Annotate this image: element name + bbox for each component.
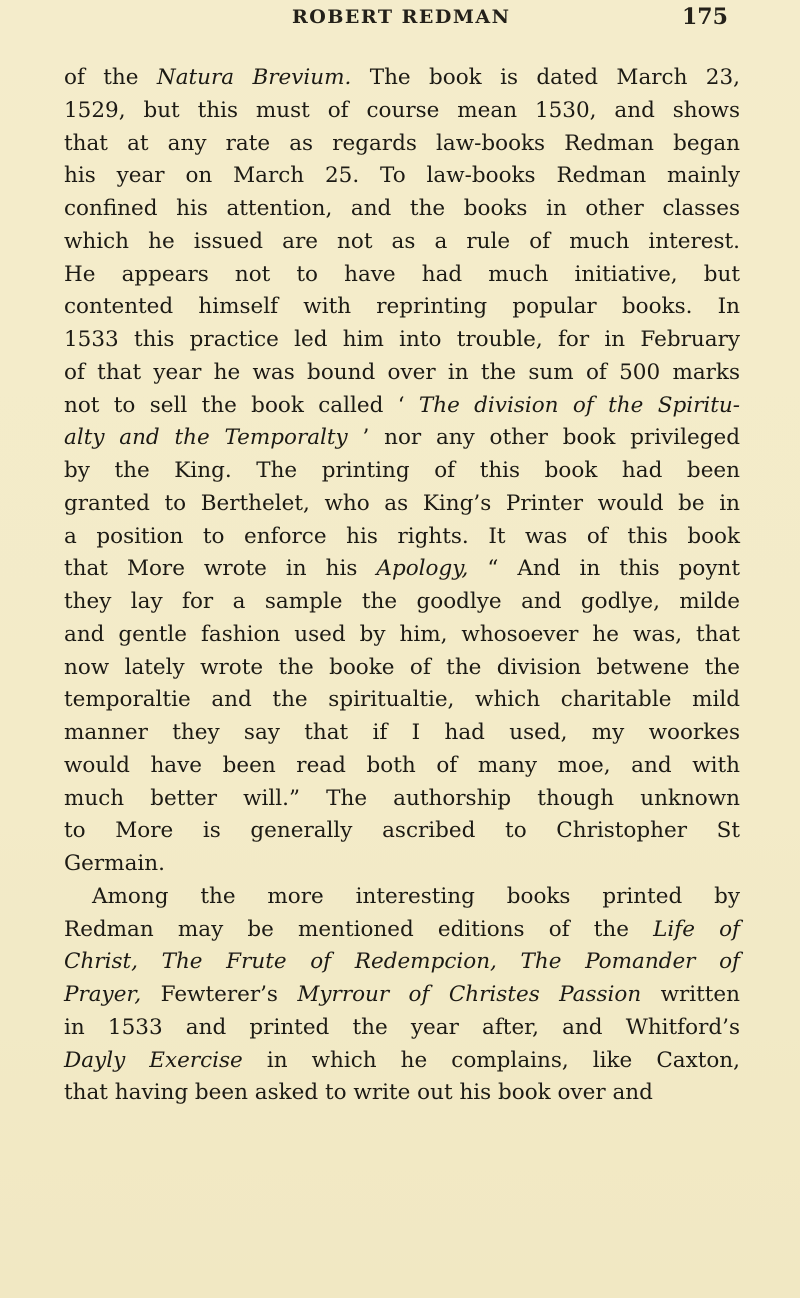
text-line (64, 128, 740, 161)
text-run: temporaltie and the spiritualtie, which charitable mild (64, 687, 740, 713)
text-line (64, 553, 740, 586)
text-run: “ And in this poynt (468, 556, 741, 582)
text-run: He appears not to have had much initiative, but (64, 261, 740, 287)
italic-title: Christ, The Frute of Redempcion, The Pomander of (64, 949, 740, 975)
text-run: not to sell the book called ‘ (64, 392, 419, 418)
text-line (64, 193, 740, 226)
text-run: much better will.” The authorship though unknown (64, 785, 740, 811)
text-run: a position to enforce his rights. It was of this book (64, 523, 740, 549)
text-run: manner they say that if I had used, my woorkes (64, 720, 740, 745)
italic-title: Apology, (376, 556, 469, 582)
text-line (64, 881, 740, 914)
text-line (64, 1077, 740, 1110)
text-run: they lay for a sample the goodlye and godlye, milde (64, 589, 740, 614)
text-line (64, 750, 740, 783)
text-run: Germain. (64, 851, 165, 876)
text-line (64, 357, 740, 390)
text-run: 1533 this practice led him into trouble, for in February (64, 327, 740, 352)
text-line (64, 619, 740, 652)
italic-title: Prayer, (64, 982, 142, 1007)
text-line (64, 521, 740, 554)
text-line (64, 1045, 740, 1078)
text-run: 1529, but this must of course mean 1530, and shows (64, 97, 740, 123)
italic-title: Myrrour of Christes Passion (297, 982, 642, 1007)
text-run: would have been read both of many moe, and with (64, 752, 740, 778)
text-run: Redman may be mentioned editions of the (64, 916, 654, 942)
text-line (64, 815, 740, 848)
text-line (64, 62, 740, 95)
text-run: Fewterer’s (141, 982, 298, 1007)
running-head (0, 4, 800, 34)
text-line (64, 586, 740, 619)
text-run: written (641, 982, 740, 1007)
text-run: to More is generally ascribed to Christopher St (64, 818, 740, 844)
text-line (64, 946, 740, 979)
text-line (64, 160, 740, 193)
text-run: of the (64, 65, 157, 90)
text-line (64, 1012, 740, 1045)
italic-title: Natura Brevium. (156, 65, 352, 90)
text-line (64, 455, 740, 488)
text-run: now lately wrote the booke of the division betwene the (64, 654, 740, 680)
text-run: in 1533 and printed the year after, and Whitford’s (64, 1014, 740, 1040)
text-run: that having been asked to write out his book over and (64, 1080, 653, 1106)
page-number: 175 (682, 4, 728, 30)
text-run: by the King. The printing of this book had been (64, 458, 740, 483)
text-run: that More wrote in his (64, 556, 377, 582)
text-line (64, 226, 740, 259)
italic-title: Dayly Exercise (64, 1047, 243, 1073)
text-run: ’ nor any other book privileged (347, 425, 740, 451)
text-run: and gentle fashion used by him, whosoever he was, that (64, 621, 740, 647)
italic-title: Life of (653, 916, 740, 942)
text-line (64, 259, 740, 292)
text-line (64, 848, 740, 881)
text-run: which he issued are not as a rule of much interest. (64, 228, 740, 254)
italic-title: The division of the Spiritu- (418, 392, 740, 418)
text-line (64, 390, 740, 423)
text-run: that at any rate as regards law-books Redman began (64, 130, 740, 156)
text-run: Among the more interesting books printed by (92, 883, 740, 909)
text-line (64, 717, 740, 750)
running-title: ROBERT REDMAN (292, 6, 511, 28)
text-run: in which he complains, like Caxton, (242, 1047, 740, 1073)
text-line (64, 652, 740, 685)
text-line (64, 783, 740, 816)
text-run: confined his attention, and the books in other classes (64, 196, 740, 221)
text-line (64, 914, 740, 947)
text-line (64, 324, 740, 357)
text-line (64, 95, 740, 128)
text-run: of that year he was bound over in the sum of 500 marks (64, 359, 740, 385)
text-run: his year on March 25. To law-books Redman mainly (64, 163, 740, 189)
text-line (64, 422, 740, 455)
text-line (64, 488, 740, 521)
text-line (64, 684, 740, 717)
text-line (64, 979, 740, 1012)
body-text (64, 62, 740, 1110)
text-run: granted to Berthelet, who as King’s Printer would be in (64, 490, 740, 516)
text-run: The book is dated March 23, (351, 65, 741, 90)
text-run: contented himself with reprinting popular books. In (64, 294, 740, 320)
italic-title: alty and the Temporalty (64, 425, 348, 451)
text-line (64, 291, 740, 324)
